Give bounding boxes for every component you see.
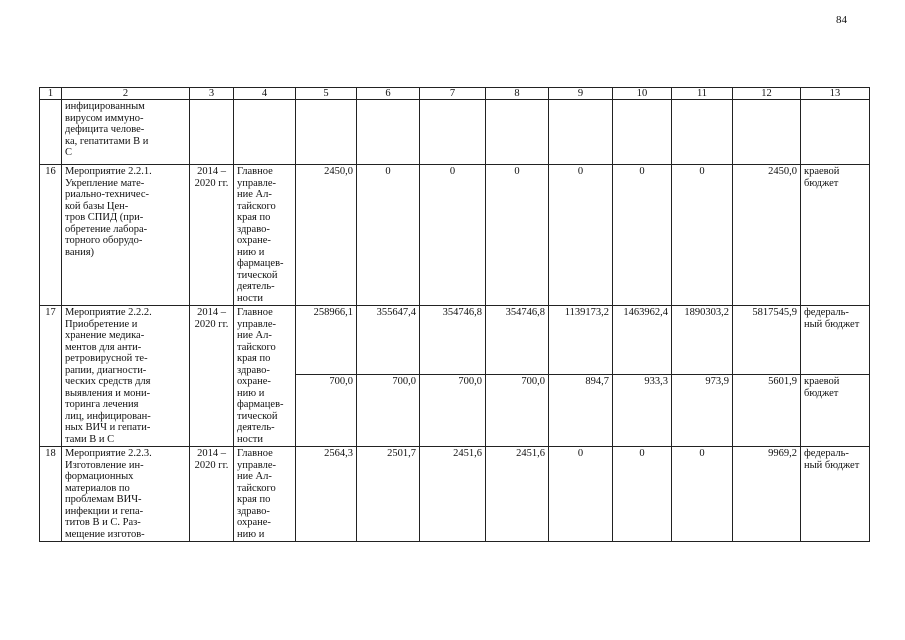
value-cell: 0: [672, 165, 733, 306]
value-cell: 0: [357, 165, 420, 306]
source-cell: краевой бюджет: [801, 375, 870, 447]
value-cell: 0: [549, 165, 613, 306]
value-cell: [486, 100, 549, 165]
source-cell: краевой бюджет: [801, 165, 870, 306]
measure-name-cell: Мероприятие 2.2.2. Приобретение и хранение медика- ментов для анти- ретровирусной те- рапии, диагности- ческих средств для выявления и мони- торинга лечения лиц, инфицирован- ных ВИЧ и гепати- тами В и С: [62, 306, 190, 447]
row-index-cell: 17: [40, 306, 62, 447]
table-row: [40, 100, 870, 165]
source-cell: [801, 100, 870, 165]
value-cell: [296, 100, 357, 165]
value-cell: 0: [613, 447, 672, 542]
value-cell: 0: [549, 447, 613, 542]
measure-name-cell: Мероприятие 2.2.1. Укрепление мате- риально-техничес- кой базы Цен- тров СПИД (при- обретение лабора- торного оборудо- вания): [62, 165, 190, 306]
header-cell: 13: [801, 88, 870, 100]
header-cell: 1: [40, 88, 62, 100]
value-cell: 1139173,2: [549, 306, 613, 375]
value-cell: 258966,1: [296, 306, 357, 375]
measure-name-cell: Мероприятие 2.2.3. Изготовление ин- формационных материалов по проблемам ВИЧ- инфекции и гепа- титов В и С. Раз- мещение изготов-: [62, 447, 190, 542]
executor-cell: Главное управле- ние Ал- тайского края по здраво- охране- нию и фармацев- тической деятель- ности: [234, 306, 296, 447]
page-number: 84: [836, 14, 847, 26]
period-cell: 2014 – 2020 гг.: [190, 165, 234, 306]
header-cell: 2: [62, 88, 190, 100]
value-cell: 894,7: [549, 375, 613, 447]
program-table: [39, 87, 870, 542]
executor-cell: [234, 100, 296, 165]
value-cell: 2501,7: [357, 447, 420, 542]
row-index-cell: [40, 100, 62, 165]
value-cell: 2450,0: [733, 165, 801, 306]
value-cell: 5817545,9: [733, 306, 801, 375]
value-cell: 9969,2: [733, 447, 801, 542]
source-cell: федераль- ный бюджет: [801, 306, 870, 375]
value-cell: 5601,9: [733, 375, 801, 447]
executor-cell: Главное управле- ние Ал- тайского края по здраво- охране- нию и: [234, 447, 296, 542]
value-cell: 355647,4: [357, 306, 420, 375]
value-cell: 973,9: [672, 375, 733, 447]
value-cell: 1890303,2: [672, 306, 733, 375]
value-cell: [672, 100, 733, 165]
value-cell: 2564,3: [296, 447, 357, 542]
source-cell: федераль- ный бюджет: [801, 447, 870, 542]
header-cell: 7: [420, 88, 486, 100]
header-cell: 6: [357, 88, 420, 100]
executor-cell: Главное управле- ние Ал- тайского края по здраво- охране- нию и фармацев- тической деятель- ности: [234, 165, 296, 306]
value-cell: 0: [486, 165, 549, 306]
table-row: [40, 447, 870, 542]
value-cell: 700,0: [420, 375, 486, 447]
period-cell: 2014 – 2020 гг.: [190, 447, 234, 542]
value-cell: 2451,6: [486, 447, 549, 542]
value-cell: 2451,6: [420, 447, 486, 542]
measure-name-cell: инфицированным вирусом иммуно- дефицита челове- ка, гепатитами В и С: [62, 100, 190, 165]
value-cell: 0: [613, 165, 672, 306]
header-cell: 3: [190, 88, 234, 100]
header-cell: 11: [672, 88, 733, 100]
table-row: [40, 306, 870, 375]
period-cell: 2014 – 2020 гг.: [190, 306, 234, 447]
value-cell: 354746,8: [486, 306, 549, 375]
value-cell: [549, 100, 613, 165]
header-cell: 12: [733, 88, 801, 100]
value-cell: 0: [672, 447, 733, 542]
period-cell: [190, 100, 234, 165]
value-cell: 2450,0: [296, 165, 357, 306]
value-cell: [733, 100, 801, 165]
header-cell: 8: [486, 88, 549, 100]
value-cell: [420, 100, 486, 165]
header-cell: 9: [549, 88, 613, 100]
value-cell: 700,0: [486, 375, 549, 447]
value-cell: 700,0: [357, 375, 420, 447]
value-cell: [357, 100, 420, 165]
value-cell: 1463962,4: [613, 306, 672, 375]
row-index-cell: 18: [40, 447, 62, 542]
table-row: [40, 165, 870, 306]
header-row: [40, 88, 870, 100]
value-cell: [613, 100, 672, 165]
value-cell: 354746,8: [420, 306, 486, 375]
value-cell: 700,0: [296, 375, 357, 447]
header-cell: 5: [296, 88, 357, 100]
value-cell: 0: [420, 165, 486, 306]
header-cell: 10: [613, 88, 672, 100]
header-cell: 4: [234, 88, 296, 100]
value-cell: 933,3: [613, 375, 672, 447]
row-index-cell: 16: [40, 165, 62, 306]
